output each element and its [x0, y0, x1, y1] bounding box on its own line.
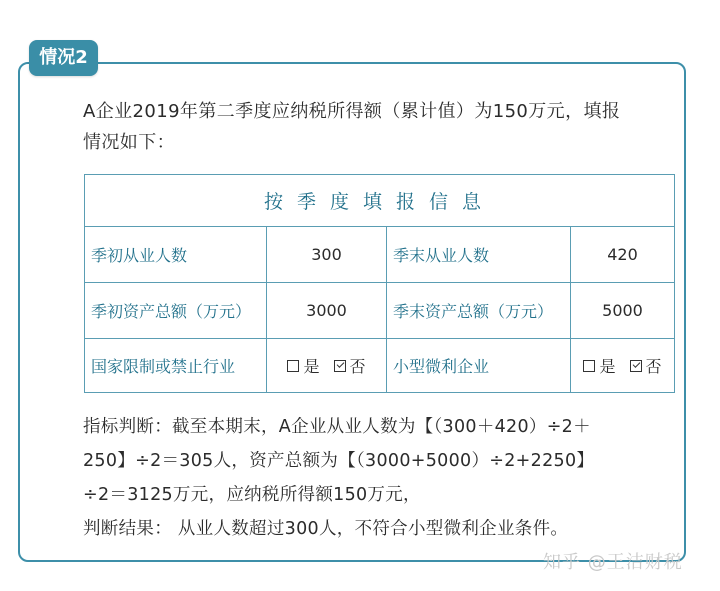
cell-label: 小型微利企业	[387, 339, 571, 393]
yes-no-cell	[571, 339, 675, 393]
checkbox-icon	[583, 360, 595, 372]
cell-value: 3000	[267, 283, 387, 339]
cell-value: 300	[267, 227, 387, 283]
case-tag: 情况2	[29, 40, 98, 76]
analysis-line-2: 250】÷2＝305人，资产总额为【（3000+5000）÷2+2250】	[83, 451, 595, 471]
cell-label: 季末从业人数	[387, 227, 571, 283]
watermark: 知乎 @王洁财税	[543, 552, 683, 573]
yes-no-cell	[267, 339, 387, 393]
intro-line-1: A企业2019年第二季度应纳税所得额（累计值）为150万元，填报	[83, 101, 621, 122]
quarterly-info-table	[84, 174, 675, 393]
checkbox-icon	[287, 360, 299, 372]
cell-label: 季初从业人数	[85, 227, 267, 283]
cell-value: 420	[571, 227, 675, 283]
table-row	[85, 339, 675, 393]
yes-option: 是	[583, 354, 615, 377]
table-row	[85, 227, 675, 283]
intro-line-2: 情况如下：	[83, 132, 175, 153]
checked-checkbox-icon	[630, 360, 642, 372]
table-header: 按季度填报信息	[85, 175, 675, 227]
cell-value: 5000	[571, 283, 675, 339]
yes-option: 是	[287, 354, 319, 377]
table-row	[85, 283, 675, 339]
analysis-line-4: 判断结果： 从业人数超过300人，不符合小型微利企业条件。	[83, 519, 569, 539]
cell-label: 国家限制或禁止行业	[85, 339, 267, 393]
analysis-line-3: ÷2＝3125万元，应纳税所得额150万元，	[83, 485, 421, 505]
analysis-line-1: 指标判断：截至本期末，A企业从业人数为【（300＋420）÷2＋	[83, 417, 591, 437]
no-option: 否	[630, 354, 662, 377]
checked-checkbox-icon	[334, 360, 346, 372]
no-option: 否	[334, 354, 366, 377]
cell-label: 季末资产总额（万元）	[387, 283, 571, 339]
analysis-text	[83, 410, 683, 546]
cell-label: 季初资产总额（万元）	[85, 283, 267, 339]
intro-text	[83, 96, 683, 158]
